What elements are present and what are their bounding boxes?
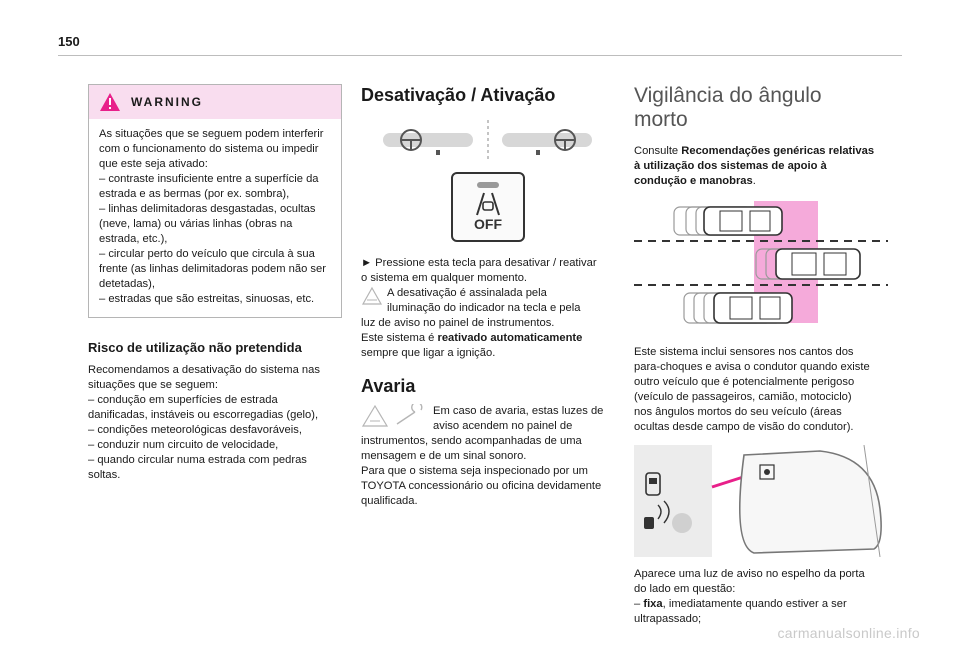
- blind-spot-heading: [634, 84, 888, 132]
- column-right: [634, 84, 888, 627]
- fixa-last-line: ultrapassado;: [634, 613, 702, 625]
- consult-line: [634, 144, 888, 159]
- fixa-tail: , imediatamente quando estiver a ser: [662, 598, 847, 610]
- note-line: iluminação do indicador na tecla e pela: [387, 302, 581, 314]
- consult-text: [634, 144, 888, 189]
- consult-bold: Recomendações genéricas relativas: [681, 145, 875, 157]
- warning-line: estrada, etc.),: [99, 233, 168, 245]
- avaria-heading: Avaria: [361, 376, 416, 396]
- avaria-icon-line: aviso acendem no painel de: [433, 420, 573, 432]
- avaria-line: TOYOTA concessionário ou oficina devidamente: [361, 480, 602, 492]
- fixa-bold: fixa: [643, 598, 663, 610]
- risk-line: soltas.: [88, 469, 121, 481]
- mirror-line: Aparece uma luz de aviso no espelho da porta: [634, 568, 865, 580]
- right-hand-drive-icon: [500, 125, 595, 155]
- consult-bold: condução e manobras: [634, 175, 753, 187]
- description-line: ocultas desde campo de visão do condutor).: [634, 421, 854, 433]
- lane-assist-off-button[interactable]: [451, 172, 525, 242]
- blind-spot-heading-line1: Vigilância do ângulo: [634, 84, 822, 107]
- risk-line: – quando circular numa estrada com pedras: [88, 454, 307, 466]
- warning-header: [89, 85, 341, 119]
- avaria-icon-line: Em caso de avaria, estas luzes de: [433, 405, 604, 417]
- info-note-icon: [361, 286, 383, 306]
- description-line: nos ângulos mortos do seu veículo (áreas: [634, 406, 842, 418]
- press-line: o sistema em qualquer momento.: [361, 272, 528, 284]
- warning-triangle-icon: [99, 92, 121, 112]
- warning-line: – contraste insuficiente entre a superfície da: [99, 173, 319, 185]
- warning-title: WARNING: [131, 94, 203, 109]
- blind-spot-heading-line2: morto: [634, 108, 688, 131]
- warning-line: – estradas que são estreitas, sinuosas, etc.: [99, 293, 315, 305]
- note-line: A desativação é assinalada pela: [387, 287, 547, 299]
- description-text: [634, 345, 888, 435]
- warning-line: que este seja ativado:: [99, 158, 208, 170]
- risk-line: situações que se seguem:: [88, 379, 218, 391]
- top-divider: [58, 55, 902, 56]
- reactivation-text: [361, 331, 615, 346]
- lane-warning-icon: [361, 404, 389, 428]
- fixa-line: [634, 597, 888, 612]
- mirror-warning-illustration: [634, 445, 888, 557]
- deactivation-note: [361, 286, 615, 316]
- description-line: para-choques e avisa o condutor quando existe: [634, 361, 870, 373]
- risk-text: [88, 363, 342, 483]
- left-hand-drive-icon: [381, 125, 476, 155]
- lane-departure-icon: [473, 192, 503, 216]
- risk-line: danificadas, instáveis ou escorregadias (gelo),: [88, 409, 319, 421]
- watermark-text: carmanualsonline.info: [777, 625, 920, 641]
- risk-line: – conduzir num circuito de velocidade,: [88, 439, 279, 451]
- warning-line: estrada e as bermas (por ex. sombra),: [99, 188, 290, 200]
- warning-line: As situações que se seguem podem interferir: [99, 128, 324, 140]
- description-line: Este sistema inclui sensores nos cantos dos: [634, 346, 854, 358]
- avaria-line: Para que o sistema seja inspecionado por um: [361, 465, 588, 477]
- description-line: outro veículo que é potencialmente perigoso: [634, 376, 855, 388]
- press-line: ► Pressione esta tecla para desativar / reativar: [361, 257, 597, 269]
- consult-prefix: Consulte: [634, 145, 682, 157]
- blind-spot-lanes-illustration: [634, 199, 888, 329]
- reactivation-prefix: Este sistema é: [361, 332, 438, 344]
- warning-line: (neve, lama) ou várias linhas (obras na: [99, 218, 293, 230]
- steering-wheel-figures: [361, 120, 615, 160]
- column-left: [88, 84, 342, 483]
- off-label: OFF: [474, 216, 502, 232]
- wrench-icon: [393, 404, 429, 428]
- consult-suffix: .: [752, 175, 756, 187]
- deactivation-heading: Desativação / Ativação: [361, 85, 556, 105]
- avaria-icons-block: [361, 404, 615, 434]
- risk-line: Recomendamos a desativação do sistema nas: [88, 364, 320, 376]
- mirror-text: [634, 567, 888, 627]
- reactivation-tail: sempre que ligar a ignição.: [361, 347, 496, 359]
- risk-line: – condições meteorológicas desfavoráveis,: [88, 424, 302, 436]
- avaria-line: qualificada.: [361, 495, 418, 507]
- description-line: (veículo de passageiros, camião, motociclo): [634, 391, 852, 403]
- indicator-led-icon: [477, 182, 499, 188]
- risk-heading: Risco de utilização não pretendida: [88, 340, 302, 355]
- avaria-line: mensagem e de um sinal sonoro.: [361, 450, 527, 462]
- note-tail: luz de aviso no painel de instrumentos.: [361, 317, 555, 329]
- page-number: 150: [58, 34, 80, 49]
- column-middle: [361, 84, 615, 509]
- warning-box: [88, 84, 342, 318]
- lane-button-figure: [361, 172, 615, 242]
- warning-line: – linhas delimitadoras desgastadas, ocultas: [99, 203, 316, 215]
- warning-body: [89, 119, 341, 317]
- risk-line: – condução em superfícies de estrada: [88, 394, 278, 406]
- avaria-line: instrumentos, sendo acompanhadas de uma: [361, 435, 582, 447]
- divider-dashed-icon: [486, 120, 490, 160]
- fixa-prefix: –: [634, 598, 644, 610]
- consult-bold: à utilização dos sistemas de apoio à: [634, 160, 827, 172]
- consult-line: [634, 174, 888, 189]
- press-instruction: [361, 256, 615, 286]
- reactivation-bold: reativado automaticamente: [437, 332, 583, 344]
- warning-line: detetadas),: [99, 278, 155, 290]
- warning-line: – circular perto do veículo que circula à sua: [99, 248, 315, 260]
- mirror-line: do lado em questão:: [634, 583, 736, 595]
- warning-line: frente (as linhas delimitadoras podem não ser: [99, 263, 326, 275]
- warning-line: com o funcionamento do sistema ou impedir: [99, 143, 319, 155]
